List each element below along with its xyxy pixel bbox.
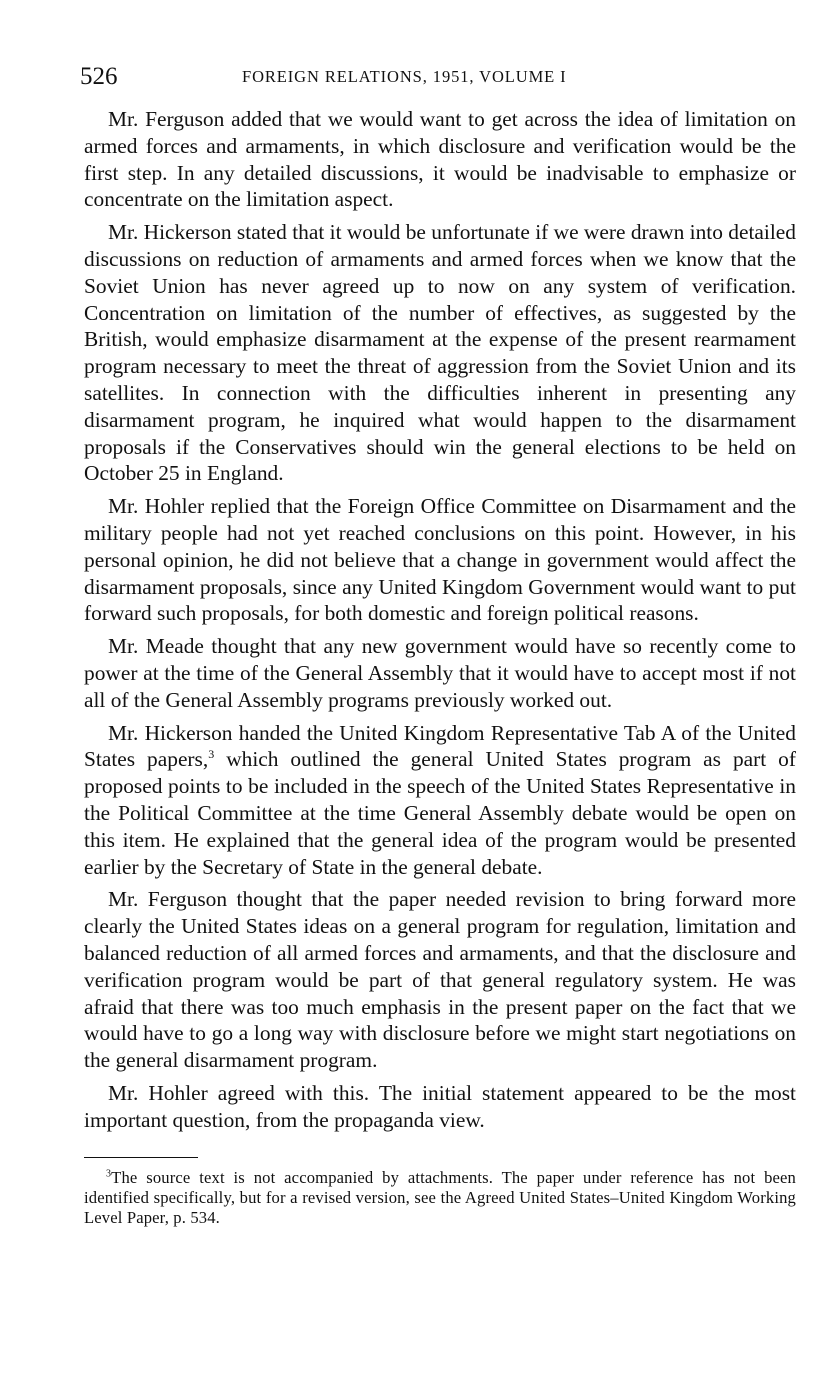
paragraph-hickerson-verification: Mr. Hickerson stated that it would be unfortunate if we were drawn into detailed discussions on reduction of armaments and armed forces when we know that the Soviet Union has never agreed up to now on any system of verification. Concentration on limitation of the number of effectives, as suggested by the British, would emphasize disarmament at the expense of the present rearmament program necessary to meet the threat of aggression from the Soviet Union and its satellites. In connection with the difficulties inherent in presenting any disarmament program, he inquired what would happen to the disarmament proposals if the Conservatives should win the general elections to be held on October 25 in England. [84, 220, 796, 486]
paragraph-text-part: which outlined the general United States program as part of proposed points to be included in the speech of the United States Representative in the Political Committee at the time General Assembly debate would be open on this item. He explained that the general idea of the program would be presented earlier by the Secretary of State in the general debate. [84, 747, 796, 879]
page-header [80, 62, 796, 92]
footnote-reference: 3 [208, 747, 215, 762]
paragraph-hohler-reply: Mr. Hohler replied that the Foreign Office Committee on Disarmament and the military people had not yet reached conclusions on this point. However, in his personal opinion, he did not believe that a change in government would affect the disarmament proposals, since any United Kingdom Government would want to put forward such proposals, for both domestic and foreign political reasons. [84, 494, 796, 626]
paragraph-ferguson-limitation: Mr. Ferguson added that we would want to get across the idea of limitation on armed forces and armaments, in which disclosure and verification would be the first step. In any detailed discussions, it would be inadvisable to emphasize or concentrate on the limitation aspect. [84, 107, 796, 212]
footnote-marker: 3 [106, 1168, 112, 1180]
body-text [84, 106, 796, 1133]
paragraph-hohler-agreed: Mr. Hohler agreed with this. The initial statement appeared to be the most important question, from the propaganda view. [84, 1080, 796, 1132]
page-number: 526 [80, 63, 118, 90]
paragraph-meade-thought: Mr. Meade thought that any new government would have so recently come to power at the time of the General Assembly that it would have to accept most if not all of the General Assembly programs previously worked out. [84, 634, 796, 712]
paragraph-text-part: Mr. Hickerson handed the United Kingdom Representative Tab A of the United States papers, [84, 720, 796, 772]
footnote [84, 1168, 796, 1228]
paragraph-ferguson-revision: Mr. Ferguson thought that the paper needed revision to bring forward more clearly the United States ideas on a general program for regulation, limitation and balanced reduction of all armed forces and armaments, and that the disclosure and verification program would be part of that general regulatory system. He was afraid that there was too much emphasis in the present paper on the fact that we would have to go a long way with disclosure before we might start negotiations on the general disarmament program. [84, 887, 796, 1073]
footnote-text: The source text is not accompanied by attachments. The paper under reference has not been identified specifically, but for a revised version, see the Agreed United States–United Kingdom Working Level Paper, p. 534. [84, 1168, 796, 1228]
footnote-divider [84, 1157, 198, 1158]
document-page [80, 62, 796, 1228]
running-head: FOREIGN RELATIONS, 1951, VOLUME I [242, 67, 567, 86]
paragraph-hickerson-tab-a [84, 720, 796, 881]
